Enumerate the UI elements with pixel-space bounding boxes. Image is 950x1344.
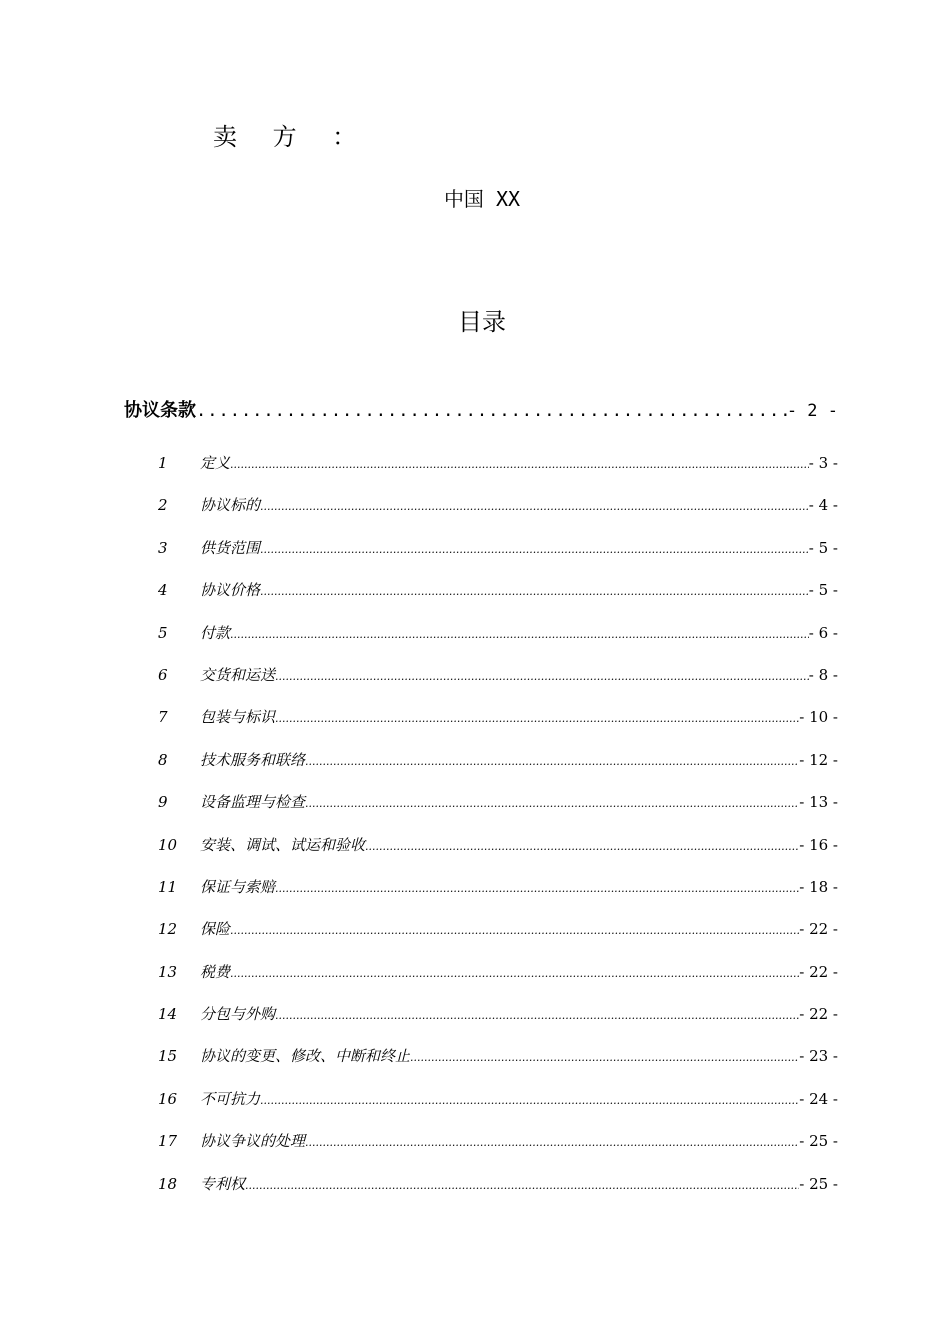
toc-entry-title: 定义 — [200, 454, 231, 472]
toc-leader — [230, 967, 799, 980]
toc-entry[interactable] — [158, 791, 838, 833]
toc-entry[interactable] — [158, 961, 838, 1003]
toc-entry-page: - 23 - — [799, 1047, 838, 1066]
toc-entry-number: 9 — [158, 793, 168, 812]
toc-entry-title: 税费 — [200, 962, 231, 981]
toc-entry-page: - 10 - — [799, 708, 838, 727]
toc-entry-title: 安装、调试、试运和验收 — [200, 835, 366, 854]
toc-title: 目录 — [458, 308, 506, 336]
toc-entry[interactable] — [158, 1045, 838, 1087]
toc-entry-title: 设备监理与检查 — [200, 793, 306, 812]
toc-entry-title: 保证与索赔 — [200, 877, 276, 896]
toc-entry[interactable] — [158, 834, 838, 876]
toc-entry-page: - 4 - — [808, 496, 838, 515]
toc-entry-number: 18 — [158, 1174, 178, 1193]
toc-leader — [305, 797, 799, 810]
toc-entry-title: 付款 — [200, 623, 231, 642]
toc-entry-title: 技术服务和联络 — [200, 750, 306, 769]
toc-entry[interactable] — [158, 537, 838, 579]
toc-list — [158, 452, 838, 1215]
toc-entry-page: - 5 - — [808, 581, 838, 600]
toc-leader — [245, 1179, 799, 1192]
toc-leader — [275, 670, 809, 683]
toc-entry-title: 分包与外购 — [200, 1005, 276, 1024]
toc-entry[interactable] — [158, 1130, 838, 1172]
toc-entry-page: - 25 - — [799, 1132, 838, 1151]
toc-leader — [230, 628, 809, 641]
toc-entry-number: 2 — [158, 496, 168, 515]
toc-leader — [275, 882, 799, 895]
toc-entry-number: 10 — [158, 835, 178, 854]
toc-leader — [260, 543, 809, 556]
toc-entry-title: 保险 — [200, 920, 231, 939]
toc-entry-number: 17 — [158, 1132, 178, 1151]
toc-entry-page: - 24 - — [799, 1089, 838, 1108]
toc-entry-title: 包装与标识 — [200, 708, 276, 727]
toc-main-label: 协议条款 — [124, 400, 196, 421]
toc-entry[interactable] — [158, 918, 838, 960]
toc-entry-title: 协议的变更、修改、中断和终止 — [200, 1047, 411, 1066]
toc-entry-number: 13 — [158, 962, 178, 981]
toc-entry-title: 供货范围 — [200, 538, 261, 557]
toc-leader — [275, 1009, 799, 1022]
toc-leader — [305, 1136, 799, 1149]
toc-entry-page: - 22 - — [799, 962, 838, 981]
toc-entry-title: 交货和运送 — [200, 665, 276, 684]
toc-entry-number: 14 — [158, 1005, 178, 1024]
toc-entry-page: - 8 - — [808, 665, 838, 684]
toc-entry[interactable] — [158, 1003, 838, 1045]
toc-entry-title: 协议标的 — [200, 496, 261, 515]
toc-leader — [196, 401, 787, 421]
toc-entry-page: - 18 - — [799, 877, 838, 896]
company-name: 中国 XX — [443, 187, 521, 211]
toc-entry-title: 协议价格 — [200, 581, 261, 600]
toc-leader — [305, 755, 799, 768]
toc-entry-number: 5 — [158, 623, 168, 642]
toc-entry-number: 1 — [158, 454, 168, 472]
toc-entry-title: 协议争议的处理 — [200, 1132, 306, 1151]
toc-entry-number: 6 — [158, 665, 168, 684]
toc-entry-page: - 12 - — [799, 750, 838, 769]
toc-entry-number: 12 — [158, 920, 178, 939]
toc-entry[interactable] — [158, 494, 838, 536]
toc-entry-number: 8 — [158, 750, 168, 769]
toc-main-entry[interactable] — [124, 396, 838, 422]
toc-entry[interactable] — [158, 1173, 838, 1215]
toc-main-page: - 2 - — [786, 401, 838, 421]
toc-leader — [230, 924, 799, 937]
toc-entry[interactable] — [158, 706, 838, 748]
toc-entry-page: - 16 - — [799, 835, 838, 854]
toc-entry-number: 11 — [158, 877, 178, 896]
toc-entry-page: - 5 - — [808, 538, 838, 557]
toc-entry-page: - 25 - — [799, 1174, 838, 1193]
toc-entry[interactable] — [158, 622, 838, 664]
toc-entry-number: 3 — [158, 538, 168, 557]
toc-entry[interactable] — [158, 579, 838, 621]
toc-entry-title: 专利权 — [200, 1174, 246, 1193]
toc-entry[interactable] — [158, 1088, 838, 1130]
toc-leader — [260, 1094, 799, 1107]
toc-leader — [260, 585, 809, 598]
toc-entry-number: 7 — [158, 708, 168, 727]
toc-entry-page: - 22 - — [799, 920, 838, 939]
toc-entry[interactable] — [158, 749, 838, 791]
toc-entry-page: - 3 - — [808, 454, 838, 472]
toc-leader — [365, 840, 799, 853]
toc-entry-title: 不可抗力 — [200, 1089, 261, 1108]
toc-leader — [275, 712, 799, 725]
toc-leader — [260, 500, 809, 513]
toc-entry-number: 16 — [158, 1089, 178, 1108]
toc-leader — [410, 1051, 799, 1064]
toc-entry-number: 15 — [158, 1047, 178, 1066]
seller-label: 卖 方 ： — [213, 123, 371, 151]
toc-entry-number: 4 — [158, 581, 168, 600]
toc-entry-page: - 13 - — [799, 793, 838, 812]
toc-entry-page: - 22 - — [799, 1005, 838, 1024]
toc-entry[interactable] — [158, 452, 838, 494]
toc-entry[interactable] — [158, 664, 838, 706]
toc-leader — [230, 458, 809, 471]
toc-entry-page: - 6 - — [808, 623, 838, 642]
toc-entry[interactable] — [158, 876, 838, 918]
